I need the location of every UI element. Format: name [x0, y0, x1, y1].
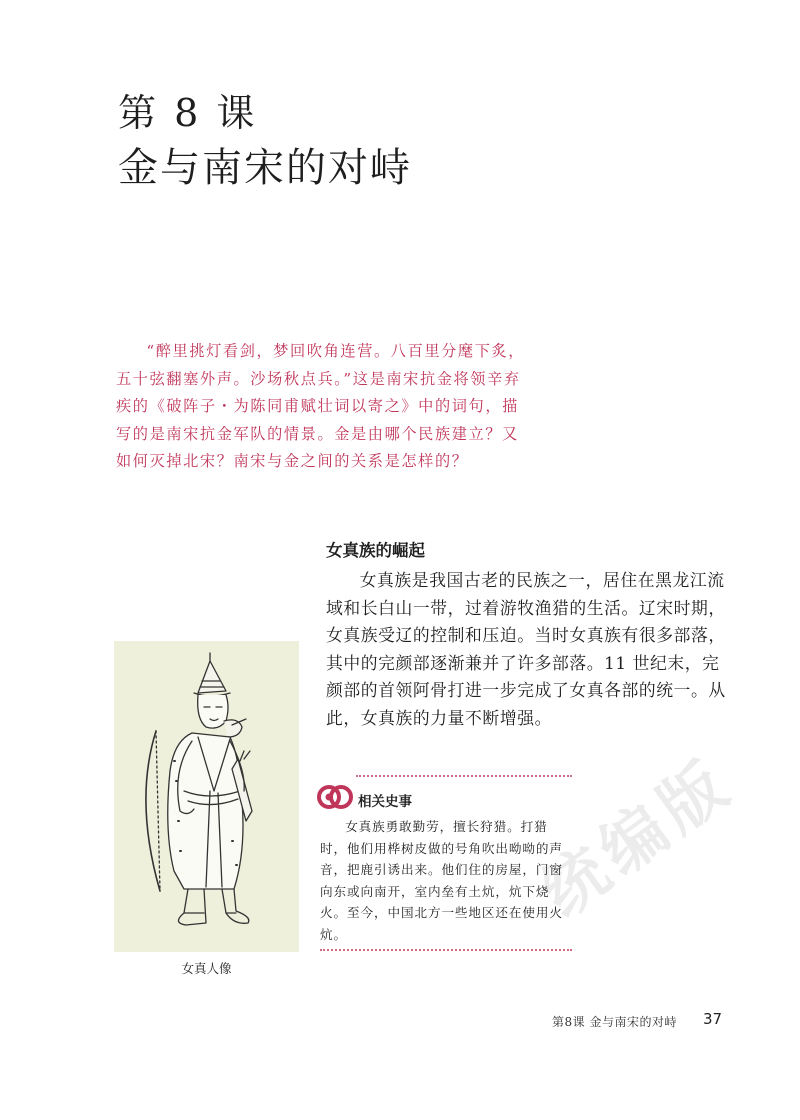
related-history-text: 女真族勇敢勤劳，擅长狩猎。打猎时，他们用桦树皮做的号角吹出呦呦的声音，把鹿引诱出来。他们住的房屋，门窗向东或向南开，室内垒有土炕，炕下烧火。至今，中国北方一些地区还在使用火炕。 — [320, 819, 563, 942]
lesson-title: 金与南宋的对峙 — [118, 145, 412, 191]
running-title: 第8课 金与南宋的对峙 — [552, 1015, 677, 1029]
figure-caption: 女真人像 — [181, 961, 232, 976]
section-body: 女真族是我国古老的民族之一，居住在黑龙江流域和长白山一带，过着游牧渔猎的生活。辽宋时期，女真族受辽的控制和压迫。当时女真族有很多部落，其中的完颜部逐渐兼并了许多部落。11 世纪末，完颜部的首领阿骨打进一步完成了女真各部的统一。从此，女真族的力量不断增强。 — [326, 570, 726, 728]
jurchen-portrait-figure — [114, 641, 299, 952]
watermark: 统编版 — [528, 745, 748, 933]
jurchen-man-illustration — [114, 641, 299, 952]
related-history-icon — [316, 781, 354, 813]
lesson-number: 第 8 课 — [118, 91, 258, 135]
section-heading: 女真族的崛起 — [326, 541, 425, 560]
related-history-title: 相关史事 — [358, 794, 412, 810]
divider-top — [356, 775, 572, 777]
divider-bottom — [320, 949, 572, 951]
page-number: 37 — [703, 1010, 723, 1028]
intro-paragraph: “醉里挑灯看剑，梦回吹角连营。八百里分麾下炙，五十弦翻塞外声。沙场秋点兵。”这是南宋抗金将领辛弃疾的《破阵子・为陈同甫赋壮词以寄之》中的词句，描写的是南宋抗金军队的情景。金是由哪个民族建立？又如何灭掉北宋？南宋与金之间的关系是怎样的？ — [116, 342, 526, 470]
